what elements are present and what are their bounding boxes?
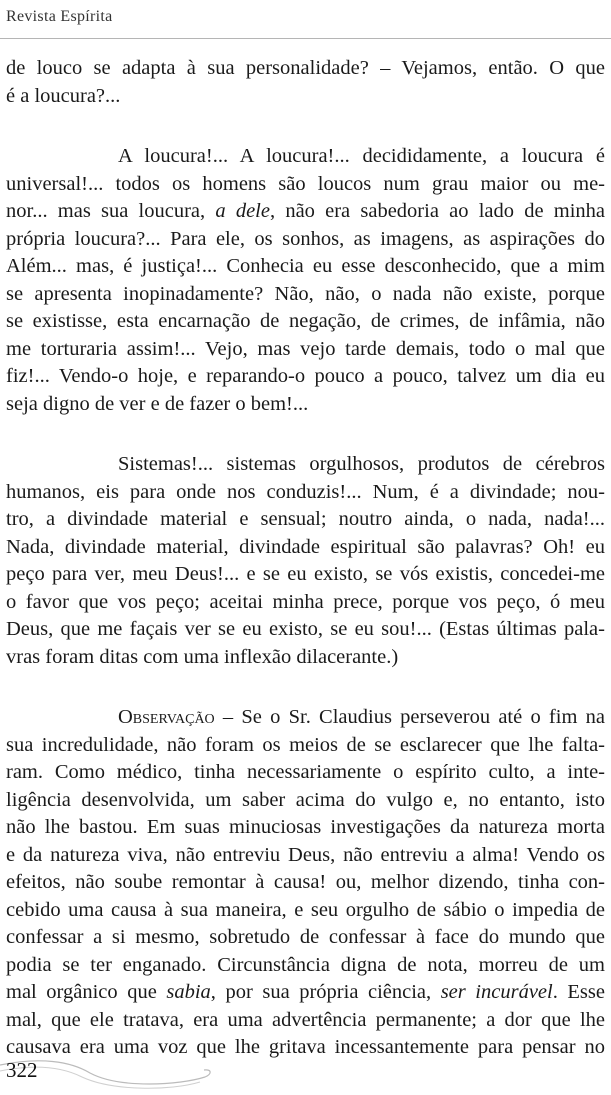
text-line: se existisse, esta encarnação de negação, de crimes, de infâmia, não (6, 310, 605, 332)
text-line: ram. Como médico, tinha necessariamente o espírito culto, a inte- (6, 761, 605, 783)
paragraph (6, 55, 605, 110)
italic-text: ser incurável (440, 981, 553, 1003)
text-line: nor... mas sua loucura, a dele, não era sabedoria ao lado de minha (6, 200, 605, 222)
text-line: e da natureza viva, não entreviu Deus, não entreviu a alma! Vendo os (6, 843, 605, 866)
text-line: se apresenta inopinadamente? Não, não, o nada não existe, porque (6, 282, 605, 305)
text-line: não lhe bastou. Em suas minuciosas investigações da natureza morta (6, 816, 605, 838)
running-head (6, 8, 113, 26)
text-line: efeitos, não soube remontar à causa! ou, melhor dizendo, tinha con- (6, 871, 605, 893)
text-line: mal, que ele tratava, era uma advertência permanente; a dor que lhe (6, 1008, 605, 1031)
text-line: Nada, divindade material, divindade espiritual são palavras? Oh! eu (6, 535, 605, 558)
italic-text: a dele (215, 200, 270, 222)
text-line: Além... mas, é justiça!... Conhecia eu esse desconhecido, que a mim (6, 255, 605, 277)
observation-label: Observação (118, 706, 215, 728)
text-line: seja digno de ver e de fazer o bem!... (6, 392, 309, 415)
text-line: universal!... todos os homens são loucos num grau maior ou me- (6, 172, 605, 195)
text-line: confessar a si mesmo, sobretudo de confessar à face do mundo que (6, 926, 605, 948)
paragraph (6, 143, 605, 418)
text-line: A loucura!... A loucura!... decididamente, a loucura é (118, 145, 605, 167)
running-head-title: Revista Espírita (6, 8, 113, 25)
paragraph (6, 704, 605, 1062)
text-line: mal orgânico que sabia, por sua própria ciência, ser incurável. Esse (6, 981, 605, 1003)
text-line: fiz!... Vendo-o hoje, e reparando-o pouco a pouco, talvez um dia eu (6, 365, 605, 387)
text-line: tro, a divindade material e sensual; noutro ainda, o nada, nada!... (6, 508, 605, 530)
text-line: de louco se adapta à sua personalidade? – Vejamos, então. O que (6, 57, 605, 79)
text-line: ligência desenvolvida, um saber acima do vulgo e, no entanto, isto (6, 788, 605, 811)
text-line: causava era uma voz que lhe gritava incessantemente para pensar no (6, 1036, 605, 1058)
text-line: Sistemas!... sistemas orgulhosos, produtos de cérebros (118, 453, 605, 475)
text-line: Deus, que me façais ver se eu existo, se eu sou!... (Estas últimas pala- (6, 618, 605, 640)
page-number: 322 (6, 1058, 38, 1082)
text-line: sua incredulidade, não foram os meios de se esclarecer que lhe falta- (6, 733, 605, 756)
text-line: Observação – Se o Sr. Claudius perseverou até o fim na (118, 706, 605, 728)
text-line: própria loucura?... Para ele, os sonhos, as imagens, as aspirações do (6, 227, 605, 250)
text-line: peço para ver, meu Deus!... e se eu existo, se vós existis, concedei-me (6, 563, 605, 585)
text-line: vras foram ditas com uma inflexão dilacerante.) (6, 645, 399, 668)
text-line: o favor que vos peço; aceitai minha prece, porque vos peço, ó meu (6, 590, 605, 613)
text-line: cebido uma causa à sua maneira, e seu orgulho de sábio o impedia de (6, 898, 605, 921)
text-line: me torturaria assim!... Vejo, mas vejo tarde demais, todo o mal que (6, 337, 605, 360)
text-line: podia se ter enganado. Circunstância digna de nota, morreu de um (6, 953, 605, 976)
text-line: humanos, eis para onde nos conduzis!... Num, é a divindade; nou- (6, 480, 605, 503)
italic-text: sabia (166, 981, 211, 1003)
paragraph (6, 451, 605, 671)
body-text (6, 55, 605, 1062)
header-rule (0, 38, 611, 39)
text-line: é a loucura?... (6, 84, 121, 107)
